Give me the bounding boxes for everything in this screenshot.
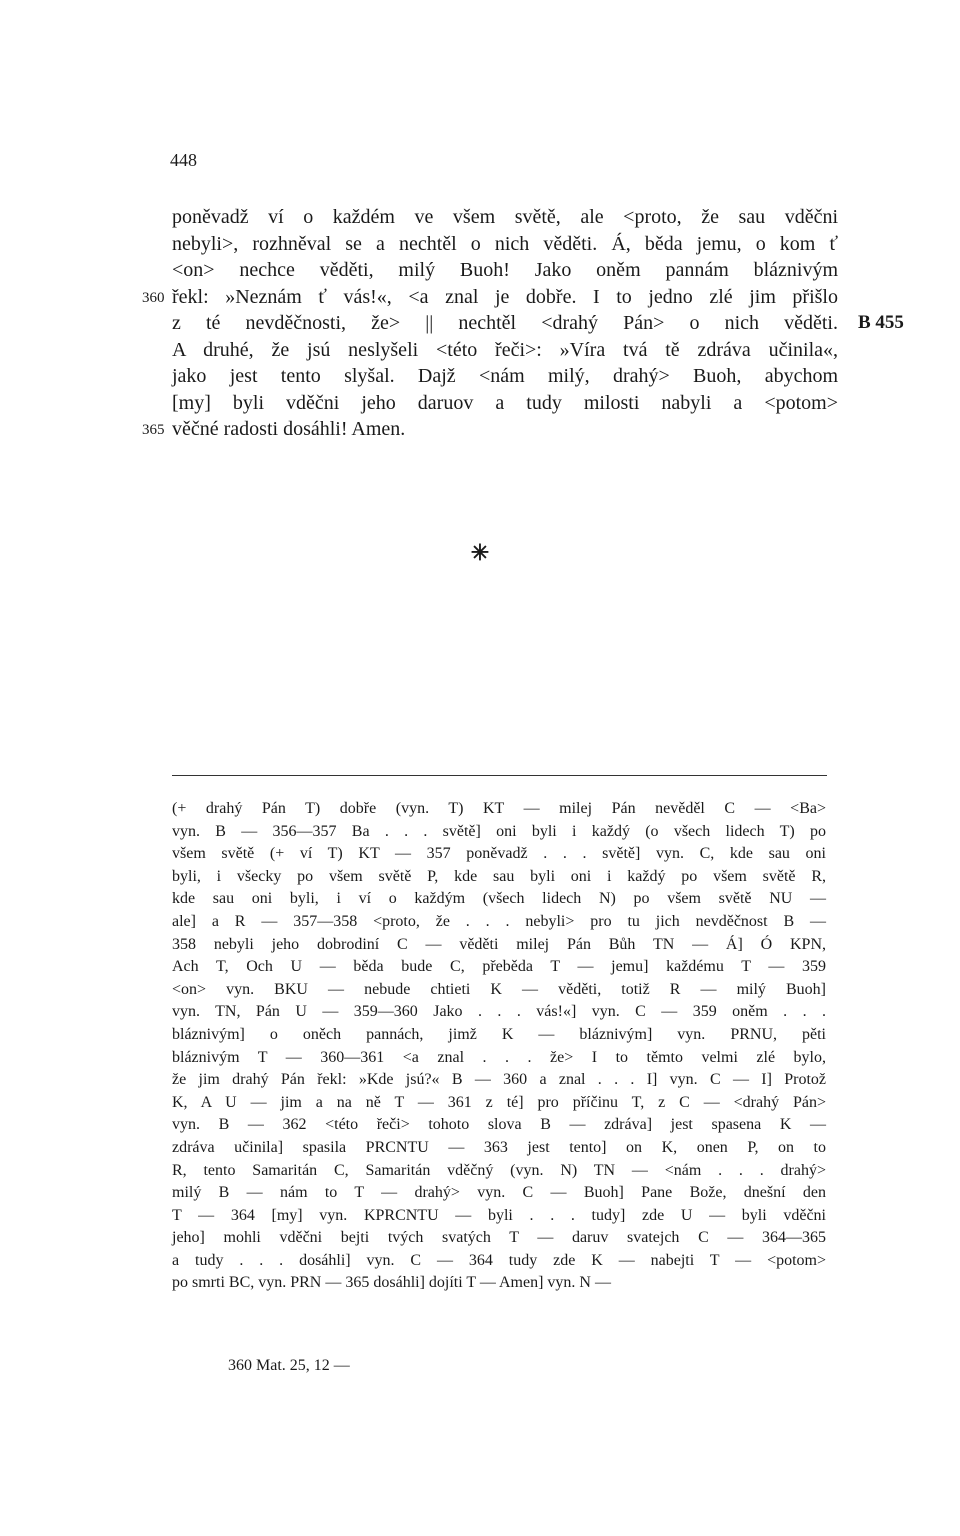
line-text: poněvadž ví o každém ve všem světě, ale <proto, že sau vděčni — [172, 206, 838, 228]
line-text: <on> nechce věděti, milý Buoh! Jako oněm pannám bláznivým — [172, 259, 838, 281]
apparatus-line: vyn. B — 356—357 Ba . . . světě] oni byli i každý (o všech lidech T) po — [172, 822, 826, 840]
apparatus-line: <on> vyn. BKU — nebude chtieti K — věděti, totiž R — milý Buoh] — [172, 980, 826, 998]
apparatus-line: Ach T, Och U — běda bude C, přeběda T — jemu] každému T — 359 — [172, 958, 826, 976]
line-text: [my] byli vděčni jeho daruov a tudy milosti nabyli a <potom> — [172, 391, 838, 414]
line-text: věčné radosti dosáhli! Amen. — [172, 418, 406, 440]
apparatus-line: a tudy . . . dosáhli] vyn. C — 364 tudy zde K — nabejti T — <potom> — [172, 1251, 826, 1269]
apparatus-line: všem světě (+ ví T) KT — 357 poněvadž . . . světě] vyn. C, kde sau oni — [172, 845, 826, 863]
apparatus-line: 358 nebyli jeho dobrodiní C — věděti milej Pán Bůh TN — Á] Ó KPN, — [172, 935, 826, 953]
apparatus-line: T — 364 [my] vyn. KPRCNTU — byli . . . tudy] zde U — byli vděčni — [172, 1206, 826, 1224]
apparatus-line: ale] a R — 357—358 <proto, že . . . nebyli> pro tu jich nevděčnost B — — [172, 912, 826, 930]
text-line — [172, 257, 838, 284]
line-text: A druhé, že jsú neslyšeli <této řeči>: »Víra tvá tě zdráva učinila«, — [172, 338, 838, 361]
line-text: z té nevděčnosti, že> || nechtěl <drahý Pán> o nich věděti. — [172, 312, 838, 334]
text-line — [142, 416, 838, 443]
text-line — [172, 231, 838, 258]
text-line — [172, 337, 838, 364]
line-text: nebyli>, rozhněval se a nechtěl o nich věděti. Á, běda jemu, o kom ť — [172, 232, 838, 255]
apparatus-line: vyn. TN, Pán U — 359—360 Jako . . . vás!«] vyn. C — 359 oněm . . . — [172, 1003, 826, 1021]
text-line — [172, 310, 904, 337]
apparatus-line: že jim drahý Pán řekl: »Kde jsú?« B — 360 a znal . . . I] vyn. C — I] Protož — [172, 1071, 826, 1089]
apparatus-line: byli, i všecky po všem světě P, kde sau byli oni i každý po všem světě R, — [172, 867, 826, 885]
apparatus-line: (+ drahý Pán T) dobře (vyn. T) KT — milej Pán nevěděl C — <Ba> — [172, 800, 826, 817]
apparatus-line: vyn. B — 362 <této řeči> tohoto slova B — zdráva] jest spasena K — — [172, 1116, 826, 1134]
line-number: 365 — [142, 422, 165, 438]
main-text — [142, 204, 904, 443]
apparatus-line: bláznivým] o oněch pannách, jimž K — bláznivým] vyn. PRNU, pěti — [172, 1025, 826, 1043]
apparatus-line: R, tento Samaritán C, Samaritán vděčný (vyn. N) TN — <nám . . . drahý> — [172, 1161, 826, 1179]
text-line — [172, 390, 838, 417]
line-text: jako jest tento slyšal. Dajž <nám milý, drahý> Buoh, abychom — [172, 365, 838, 387]
line-text: řekl: »Neznám ť vás!«, <a znal je dobře. I to jedno zlé jim přišlo — [172, 285, 838, 308]
apparatus-line: kde sau oni byli, i ví o každým (všech lidech N) po všem světě NU — — [172, 890, 826, 908]
section-divider-asterisk: ✳ — [470, 540, 490, 565]
text-line — [172, 363, 838, 390]
text-line — [142, 284, 838, 311]
apparatus-line: jeho] mohli vděčni bejti tvých svatých T — daruv svatejch C — 364—365 — [172, 1229, 826, 1247]
page-number: 448 — [170, 150, 197, 170]
apparatus-line: K, A U — jim a na ně T — 361 z té] pro příčinu T, z C — <drahý Pán> — [172, 1093, 826, 1111]
text-line — [172, 204, 838, 231]
line-number: 360 — [142, 289, 165, 306]
biblical-reference-note: 360 Mat. 25, 12 — — [228, 1357, 350, 1374]
apparatus-line: po smrti BC, vyn. PRN — 365 dosáhli] dojíti T — Amen] vyn. N — — [172, 1274, 611, 1292]
margin-page-reference: B 455 — [858, 312, 904, 333]
critical-apparatus — [172, 798, 826, 1295]
footnote-separator — [172, 775, 827, 776]
apparatus-line: bláznivým T — 360—361 <a znal . . . že> I to těmto velmi zlé bylo, — [172, 1048, 826, 1066]
apparatus-line: zdráva učinila] spasila PRCNTU — 363 jest tento] on K, onen P, on to — [172, 1138, 826, 1156]
apparatus-line: milý B — nám to T — drahý> vyn. C — Buoh] Pane Bože, dnešní den — [172, 1184, 826, 1202]
